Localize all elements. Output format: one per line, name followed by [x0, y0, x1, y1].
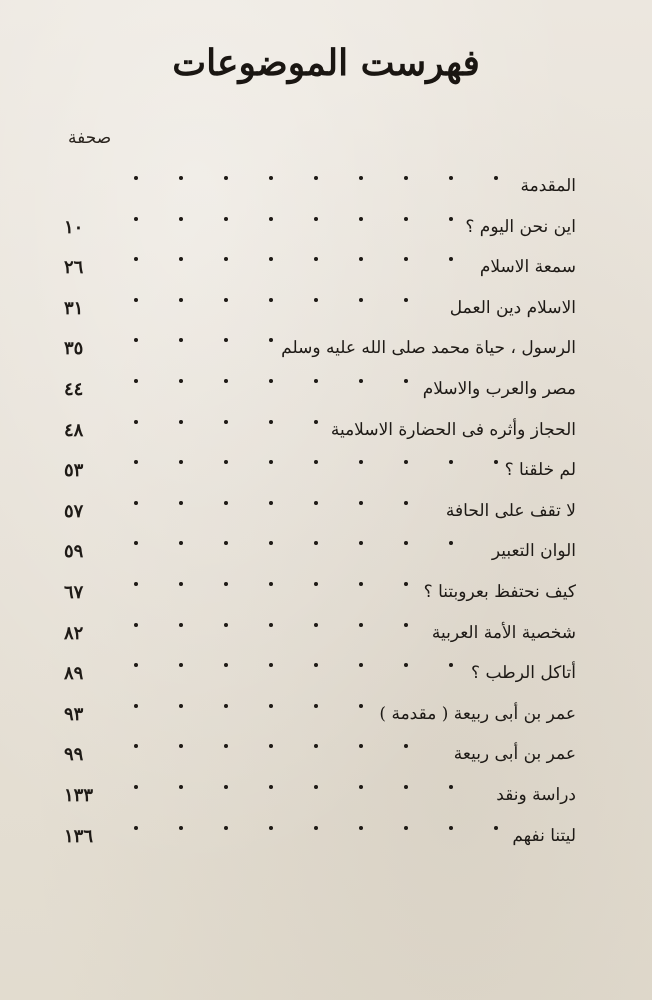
leader-dot	[134, 704, 138, 708]
leader-dot	[314, 826, 318, 830]
toc-entry-title: الرسول ، حياة محمد صلى الله عليه وسلم	[281, 338, 576, 359]
leader-dot	[269, 257, 273, 261]
leader-dots	[134, 533, 494, 551]
leader-dot	[359, 257, 363, 261]
leader-dot	[359, 541, 363, 545]
toc-entry-title: عمر بن أبى ربيعة ( مقدمة )	[379, 703, 576, 724]
leader-dots	[134, 655, 494, 673]
leader-dot	[224, 744, 228, 748]
toc-entry-page-number: ٢٦	[64, 257, 84, 279]
leader-dot	[224, 785, 228, 789]
leader-dot	[134, 460, 138, 464]
leader-dot	[359, 176, 363, 180]
leader-dot	[449, 785, 453, 789]
toc-entry-title: الاسلام دين العمل	[449, 297, 576, 318]
toc-entry	[64, 493, 576, 534]
leader-dot	[269, 379, 273, 383]
leader-dot	[404, 826, 408, 830]
leader-dot	[269, 298, 273, 302]
leader-dot	[224, 176, 228, 180]
leader-dot	[359, 582, 363, 586]
leader-dots	[134, 818, 494, 836]
leader-dot	[224, 298, 228, 302]
leader-dot	[314, 582, 318, 586]
leader-dot	[494, 460, 498, 464]
leader-dot	[359, 744, 363, 748]
leader-dot	[359, 379, 363, 383]
toc-entry	[64, 249, 576, 290]
leader-dot	[314, 663, 318, 667]
leader-dot	[404, 785, 408, 789]
leader-dot	[179, 298, 183, 302]
toc-entry	[64, 209, 576, 250]
leader-dot	[404, 582, 408, 586]
leader-dot	[359, 623, 363, 627]
leader-dot	[404, 176, 408, 180]
leader-dot	[224, 582, 228, 586]
leader-dot	[314, 257, 318, 261]
leader-dot	[449, 176, 453, 180]
leader-dot	[134, 338, 138, 342]
leader-dot	[314, 217, 318, 221]
leader-dot	[179, 744, 183, 748]
leader-dot	[134, 541, 138, 545]
leader-dot	[359, 501, 363, 505]
toc-entry-title: كيف نحتفظ بعروبتنا ؟	[423, 581, 576, 602]
leader-dot	[314, 298, 318, 302]
toc-entry-title: المقدمة	[520, 176, 576, 196]
leader-dot	[314, 379, 318, 383]
leader-dot	[179, 338, 183, 342]
leader-dots	[134, 615, 494, 633]
toc-entry-page-number: ١٣٣	[64, 784, 94, 806]
leader-dot	[134, 663, 138, 667]
toc-entry-title: ليتنا نفهم	[512, 825, 576, 846]
toc-entry-title: الوان التعبير	[491, 541, 576, 562]
leader-dot	[269, 338, 273, 342]
toc-entry-page-number: ٣١	[64, 297, 84, 319]
toc-entry-title: شخصية الأمة العربية	[431, 622, 576, 643]
leader-dots	[134, 371, 494, 389]
leader-dot	[224, 379, 228, 383]
leader-dot	[269, 541, 273, 545]
leader-dot	[314, 501, 318, 505]
toc-entry	[64, 412, 576, 453]
leader-dot	[449, 826, 453, 830]
leader-dot	[179, 623, 183, 627]
page-column-header: صحفة	[68, 128, 112, 148]
leader-dot	[449, 460, 453, 464]
toc-entry-page-number: ٣٥	[64, 338, 84, 360]
toc-entry-title: دراسة ونقد	[496, 784, 576, 805]
leader-dot	[179, 217, 183, 221]
toc-entry-title: عمر بن أبى ربيعة	[453, 744, 576, 765]
toc-entry-title: أتاكل الرطب ؟	[471, 663, 576, 684]
page-title: فهرست الموضوعات	[172, 42, 480, 84]
leader-dot	[269, 623, 273, 627]
leader-dot	[134, 826, 138, 830]
toc-entry	[64, 574, 576, 615]
leader-dots	[134, 452, 494, 470]
toc-entry-title: الحجاز وأثره فى الحضارة الاسلامية	[330, 419, 576, 440]
leader-dot	[404, 541, 408, 545]
toc-entry-page-number: ٦٧	[64, 581, 84, 603]
leader-dot	[449, 217, 453, 221]
leader-dots	[134, 493, 494, 511]
leader-dot	[134, 501, 138, 505]
toc-entry	[64, 818, 576, 859]
leader-dot	[494, 176, 498, 180]
leader-dot	[359, 663, 363, 667]
leader-dot	[134, 623, 138, 627]
leader-dot	[134, 744, 138, 748]
leader-dot	[314, 541, 318, 545]
toc-entry-page-number: ٥٩	[64, 541, 84, 563]
leader-dot	[179, 460, 183, 464]
leader-dot	[179, 176, 183, 180]
leader-dot	[224, 501, 228, 505]
toc-entry-title: مصر والعرب والاسلام	[422, 378, 576, 399]
leader-dot	[269, 501, 273, 505]
leader-dot	[269, 744, 273, 748]
toc-entry-page-number: ٥٧	[64, 500, 84, 522]
leader-dot	[404, 217, 408, 221]
toc-entry-page-number: ٩٩	[64, 744, 84, 766]
leader-dot	[314, 744, 318, 748]
toc-entry	[64, 168, 576, 209]
leader-dots	[134, 736, 494, 754]
leader-dot	[314, 460, 318, 464]
toc-entry	[64, 736, 576, 777]
leader-dot	[224, 541, 228, 545]
leader-dot	[224, 217, 228, 221]
toc-entry-page-number: ٨٢	[64, 622, 84, 644]
toc-entry-page-number: ٩٣	[64, 703, 84, 725]
leader-dot	[404, 298, 408, 302]
leader-dot	[359, 785, 363, 789]
leader-dot	[404, 744, 408, 748]
leader-dot	[494, 826, 498, 830]
leader-dot	[269, 217, 273, 221]
toc-entry-page-number: ١٠	[64, 216, 84, 238]
leader-dot	[179, 257, 183, 261]
leader-dot	[449, 663, 453, 667]
leader-dot	[404, 460, 408, 464]
leader-dots	[134, 330, 494, 348]
leader-dot	[224, 338, 228, 342]
leader-dots	[134, 290, 494, 308]
leader-dot	[269, 420, 273, 424]
leader-dot	[269, 785, 273, 789]
leader-dot	[314, 785, 318, 789]
leader-dot	[449, 257, 453, 261]
leader-dot	[404, 257, 408, 261]
leader-dots	[134, 249, 494, 267]
leader-dot	[359, 826, 363, 830]
leader-dot	[224, 663, 228, 667]
toc-entry	[64, 615, 576, 656]
leader-dot	[359, 460, 363, 464]
toc-entry-title: اين نحن اليوم ؟	[465, 216, 576, 237]
leader-dot	[269, 176, 273, 180]
leader-dot	[269, 663, 273, 667]
leader-dot	[359, 217, 363, 221]
leader-dot	[179, 379, 183, 383]
toc-entry-page-number: ٤٨	[64, 419, 84, 441]
leader-dot	[359, 704, 363, 708]
leader-dot	[269, 582, 273, 586]
toc-entry	[64, 371, 576, 412]
leader-dots	[134, 168, 494, 186]
leader-dot	[314, 420, 318, 424]
leader-dot	[134, 582, 138, 586]
toc-entry-title: لا تقف على الحافة	[445, 500, 576, 521]
leader-dot	[134, 257, 138, 261]
leader-dot	[224, 460, 228, 464]
toc-entry-page-number: ٤٤	[64, 378, 84, 400]
leader-dot	[179, 420, 183, 424]
leader-dots	[134, 574, 494, 592]
leader-dot	[134, 785, 138, 789]
leader-dot	[224, 826, 228, 830]
leader-dot	[404, 623, 408, 627]
leader-dots	[134, 209, 494, 227]
toc-entry	[64, 655, 576, 696]
leader-dot	[449, 541, 453, 545]
leader-dot	[224, 257, 228, 261]
leader-dot	[404, 663, 408, 667]
toc-entry	[64, 290, 576, 331]
toc-entry	[64, 777, 576, 818]
leader-dot	[179, 785, 183, 789]
leader-dot	[404, 379, 408, 383]
leader-dot	[179, 582, 183, 586]
leader-dot	[134, 217, 138, 221]
leader-dot	[134, 298, 138, 302]
leader-dot	[134, 420, 138, 424]
leader-dot	[359, 298, 363, 302]
leader-dot	[224, 623, 228, 627]
leader-dot	[224, 420, 228, 424]
leader-dot	[314, 176, 318, 180]
toc-entry	[64, 696, 576, 737]
toc-entry-page-number: ٥٣	[64, 460, 84, 482]
leader-dots	[134, 777, 494, 795]
leader-dot	[314, 623, 318, 627]
leader-dots	[134, 696, 494, 714]
leader-dot	[134, 176, 138, 180]
leader-dot	[179, 541, 183, 545]
leader-dot	[134, 379, 138, 383]
toc-entry-title: لم خلقنا ؟	[504, 460, 576, 481]
leader-dot	[314, 704, 318, 708]
leader-dot	[179, 501, 183, 505]
leader-dot	[404, 501, 408, 505]
leader-dot	[269, 704, 273, 708]
leader-dot	[179, 663, 183, 667]
toc-entry	[64, 533, 576, 574]
table-of-contents	[64, 168, 576, 858]
toc-entry-page-number: ٨٩	[64, 663, 84, 685]
toc-entry-title: سمعة الاسلام	[479, 257, 576, 278]
leader-dot	[269, 460, 273, 464]
leader-dot	[179, 704, 183, 708]
leader-dot	[179, 826, 183, 830]
leader-dot	[269, 826, 273, 830]
toc-entry	[64, 330, 576, 371]
toc-entry-page-number: ١٣٦	[64, 825, 94, 847]
toc-entry	[64, 452, 576, 493]
leader-dots	[134, 412, 494, 430]
leader-dot	[224, 704, 228, 708]
